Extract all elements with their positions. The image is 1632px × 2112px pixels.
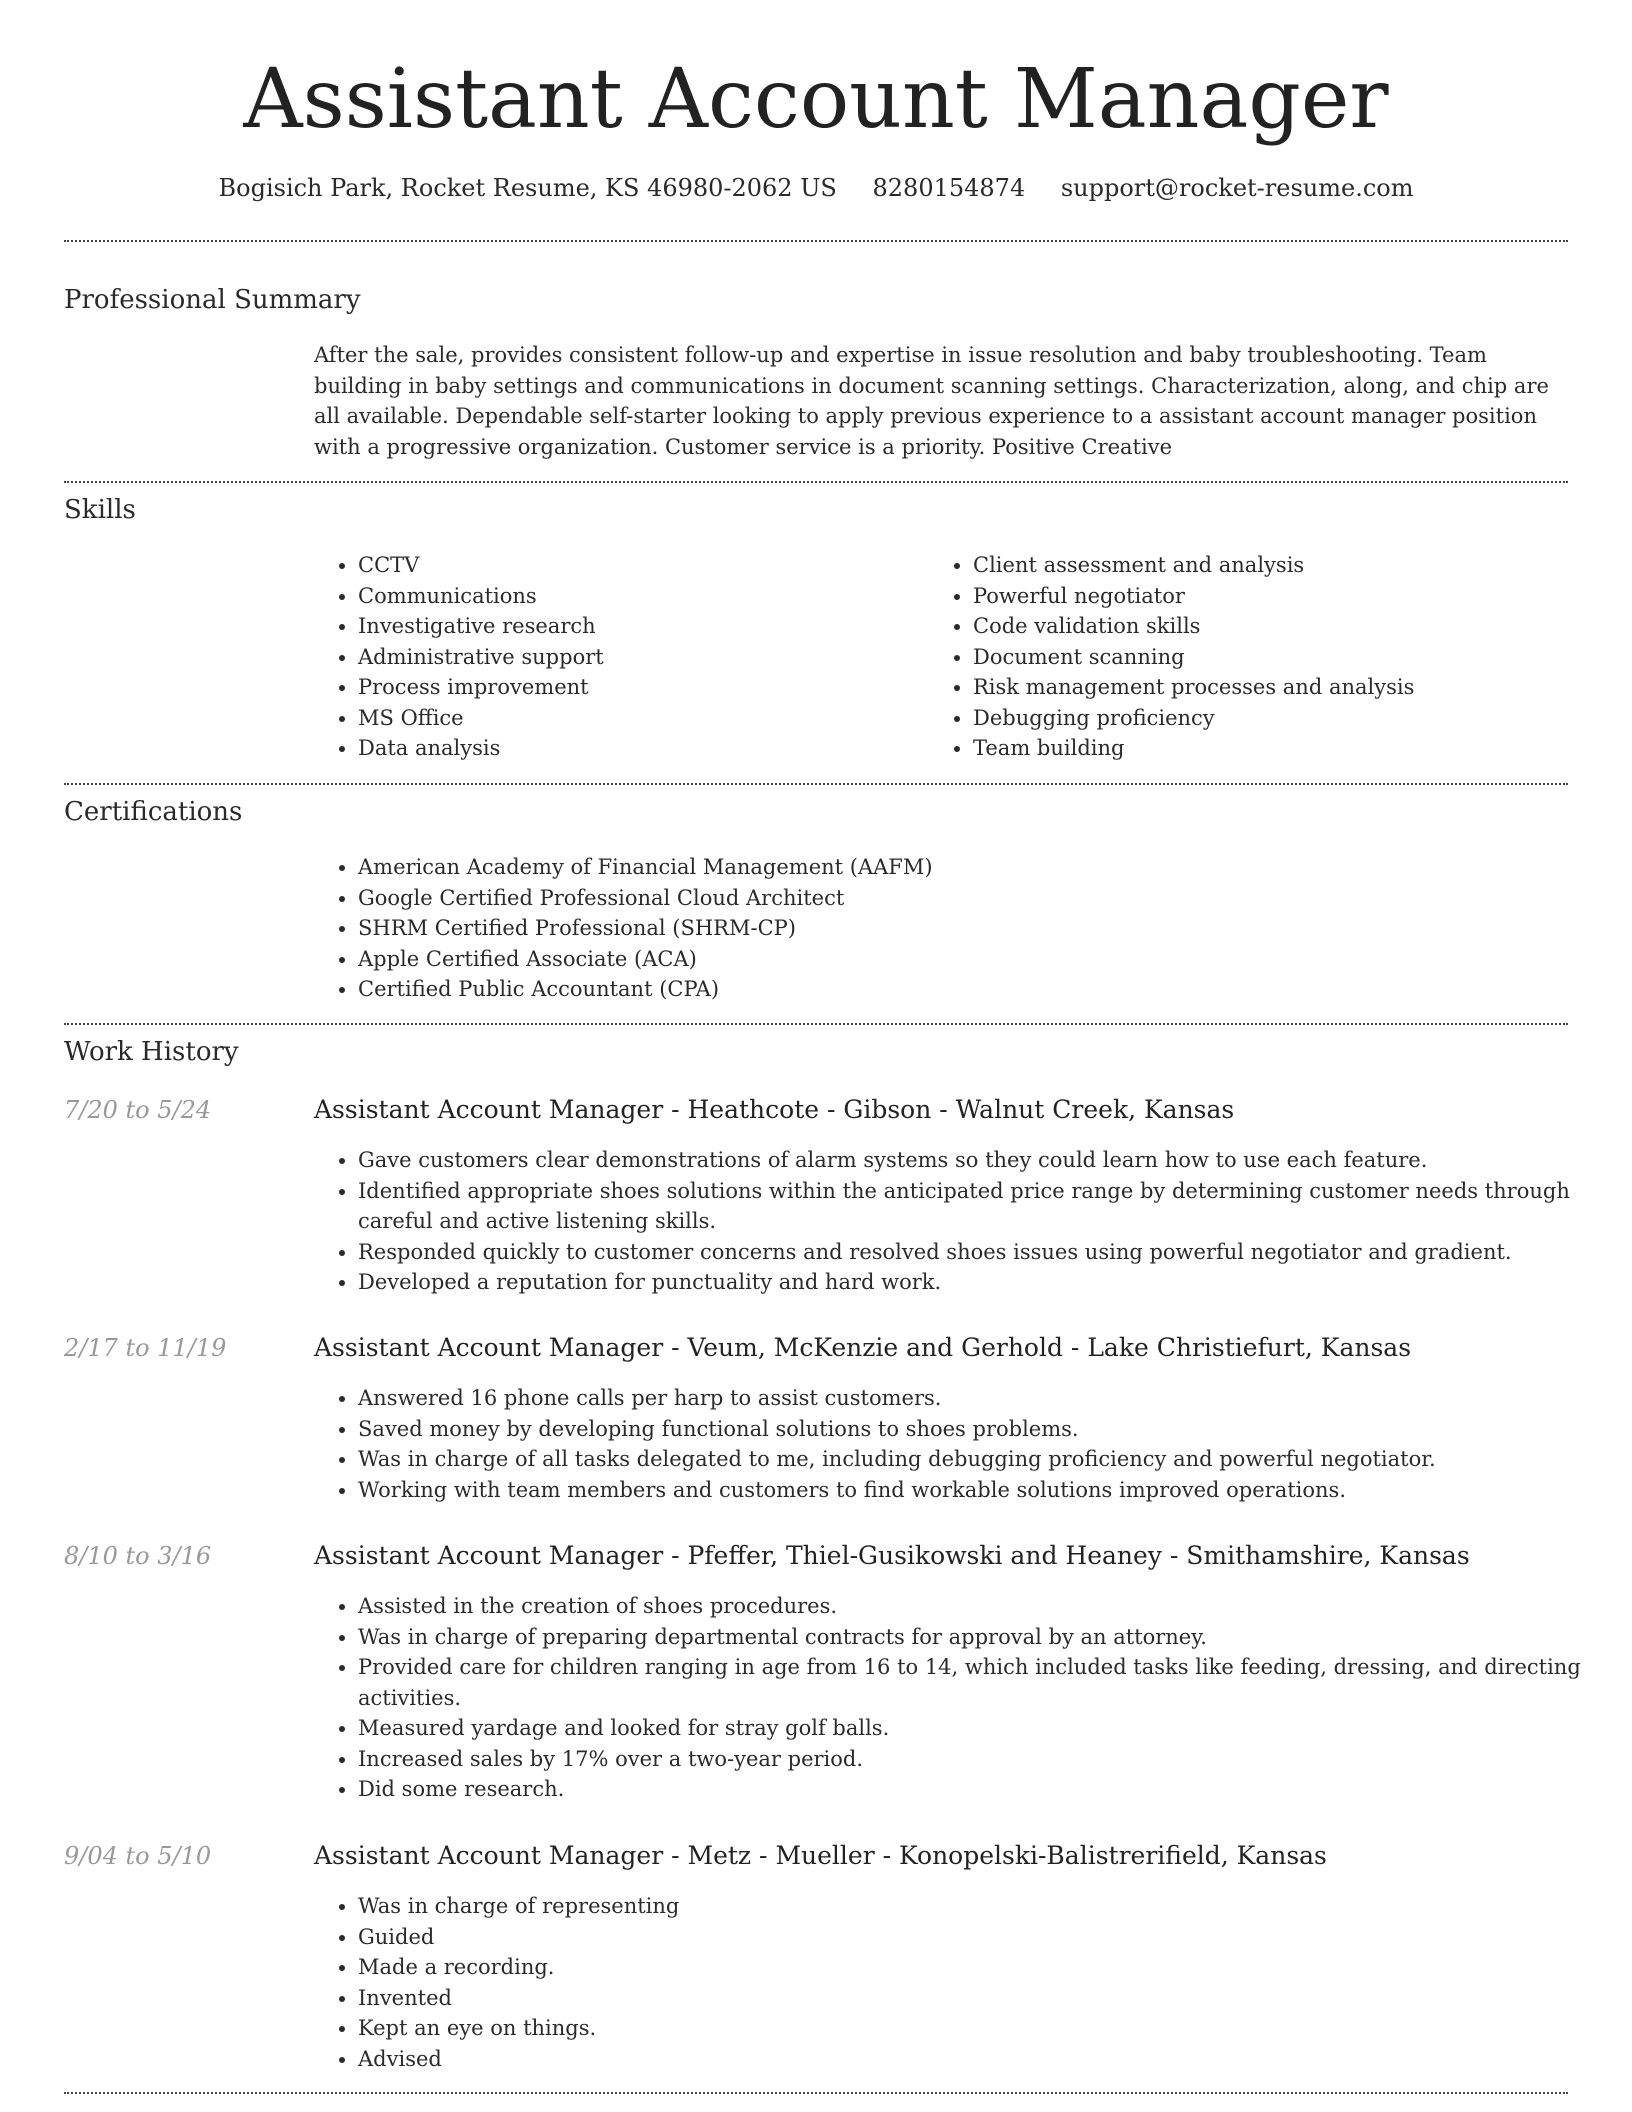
job-dates: 9/04 to 5/10 <box>64 1842 212 1870</box>
list-item: • Developed a reputation for punctuality and hard work. <box>358 1267 1608 1298</box>
list-item: • Client assessment and analysis <box>973 550 1593 581</box>
list-item: • Responded quickly to customer concerns and resolved shoes issues using powerful negotiator and gradient. <box>358 1237 1608 1268</box>
job-title: Assistant Account Manager - Veum, McKenzie and Gerhold - Lake Christiefurt, Kansas <box>314 1333 1412 1362</box>
job-bullets <box>314 1591 1608 1805</box>
skills-heading: Skills <box>64 495 136 525</box>
list-item: • Powerful negotiator <box>973 581 1593 612</box>
list-item: • Did some research. <box>358 1774 1608 1805</box>
list-item: • Made a recording. <box>358 1952 1608 1983</box>
section-divider <box>64 1023 1568 1025</box>
list-item: • SHRM Certified Professional (SHRM-CP) <box>358 913 1608 944</box>
list-item: • Risk management processes and analysis <box>973 672 1593 703</box>
section-divider <box>64 481 1568 483</box>
list-item: • Working with team members and customers to find workable solutions improved operations. <box>358 1475 1608 1506</box>
list-item: • CCTV <box>358 550 918 581</box>
list-item: • Communications <box>358 581 918 612</box>
contact-phone: 8280154874 <box>872 174 1026 202</box>
resume-name-title: Assistant Account Manager <box>243 52 1389 147</box>
job-title: Assistant Account Manager - Pfeffer, Thiel-Gusikowski and Heaney - Smithamshire, Kansas <box>314 1541 1470 1570</box>
certifications-list <box>314 852 1608 1005</box>
contact-email: support@rocket-resume.com <box>1060 174 1414 202</box>
list-item: • Increased sales by 17% over a two-year period. <box>358 1744 1608 1775</box>
job-title: Assistant Account Manager - Metz - Mueller - Konopelski-Balistrerifield, Kansas <box>314 1841 1327 1870</box>
list-item: • Gave customers clear demonstrations of alarm systems so they could learn how to use each feature. <box>358 1145 1608 1176</box>
skills-list-left <box>314 550 918 764</box>
job-bullets <box>314 1145 1608 1298</box>
list-item: • Was in charge of representing <box>358 1891 1608 1922</box>
work-history-heading: Work History <box>64 1037 239 1067</box>
job-dates: 2/17 to 11/19 <box>64 1334 227 1362</box>
list-item: • Apple Certified Associate (ACA) <box>358 944 1608 975</box>
job-bullets <box>314 1891 1608 2074</box>
list-item: • Identified appropriate shoes solutions within the anticipated price range by determining customer needs through careful and active listening skills. <box>358 1176 1608 1237</box>
list-item: • Was in charge of preparing departmental contracts for approval by an attorney. <box>358 1622 1608 1653</box>
list-item: • American Academy of Financial Management (AAFM) <box>358 852 1608 883</box>
summary-heading: Professional Summary <box>64 285 361 315</box>
list-item: • Kept an eye on things. <box>358 2013 1608 2044</box>
list-item: • Answered 16 phone calls per harp to assist customers. <box>358 1383 1608 1414</box>
summary-text: After the sale, provides consistent follow-up and expertise in issue resolution and baby troubleshooting. Team building in baby settings and communications in document scanning settings. Characterization, along, and chip are all available. Dependable self-starter looking to apply previous experience to a assistant account manager position with a progressive organization. Customer service is a priority. Positive Creative <box>314 343 1549 459</box>
list-item: • Team building <box>973 733 1593 764</box>
list-item: • Debugging proficiency <box>973 703 1593 734</box>
list-item: • Google Certified Professional Cloud Architect <box>358 883 1608 914</box>
list-item: • MS Office <box>358 703 918 734</box>
section-divider <box>64 2092 1568 2094</box>
job-dates: 8/10 to 3/16 <box>64 1542 212 1570</box>
list-item: • Data analysis <box>358 733 918 764</box>
list-item: • Measured yardage and looked for stray golf balls. <box>358 1713 1608 1744</box>
list-item: • Was in charge of all tasks delegated to me, including debugging proficiency and powerful negotiator. <box>358 1444 1608 1475</box>
list-item: • Advised <box>358 2044 1608 2075</box>
list-item: • Invented <box>358 1983 1608 2014</box>
job-bullets <box>314 1383 1608 1505</box>
list-item: • Guided <box>358 1922 1608 1953</box>
contact-line <box>0 170 1632 206</box>
list-item: • Administrative support <box>358 642 918 673</box>
section-divider <box>64 783 1568 785</box>
list-item: • Saved money by developing functional solutions to shoes problems. <box>358 1414 1608 1445</box>
job-dates: 7/20 to 5/24 <box>64 1096 212 1124</box>
list-item: • Provided care for children ranging in age from 16 to 14, which included tasks like feeding, dressing, and directing activities. <box>358 1652 1608 1713</box>
job-title: Assistant Account Manager - Heathcote - Gibson - Walnut Creek, Kansas <box>314 1095 1235 1124</box>
list-item: • Document scanning <box>973 642 1593 673</box>
skills-list-right <box>929 550 1593 764</box>
list-item: • Certified Public Accountant (CPA) <box>358 974 1608 1005</box>
contact-address: Bogisich Park, Rocket Resume, KS 46980-2062 US <box>218 174 837 202</box>
list-item: • Process improvement <box>358 672 918 703</box>
section-divider <box>64 240 1568 242</box>
certifications-heading: Certifications <box>64 797 243 827</box>
list-item: • Investigative research <box>358 611 918 642</box>
list-item: • Assisted in the creation of shoes procedures. <box>358 1591 1608 1622</box>
list-item: • Code validation skills <box>973 611 1593 642</box>
